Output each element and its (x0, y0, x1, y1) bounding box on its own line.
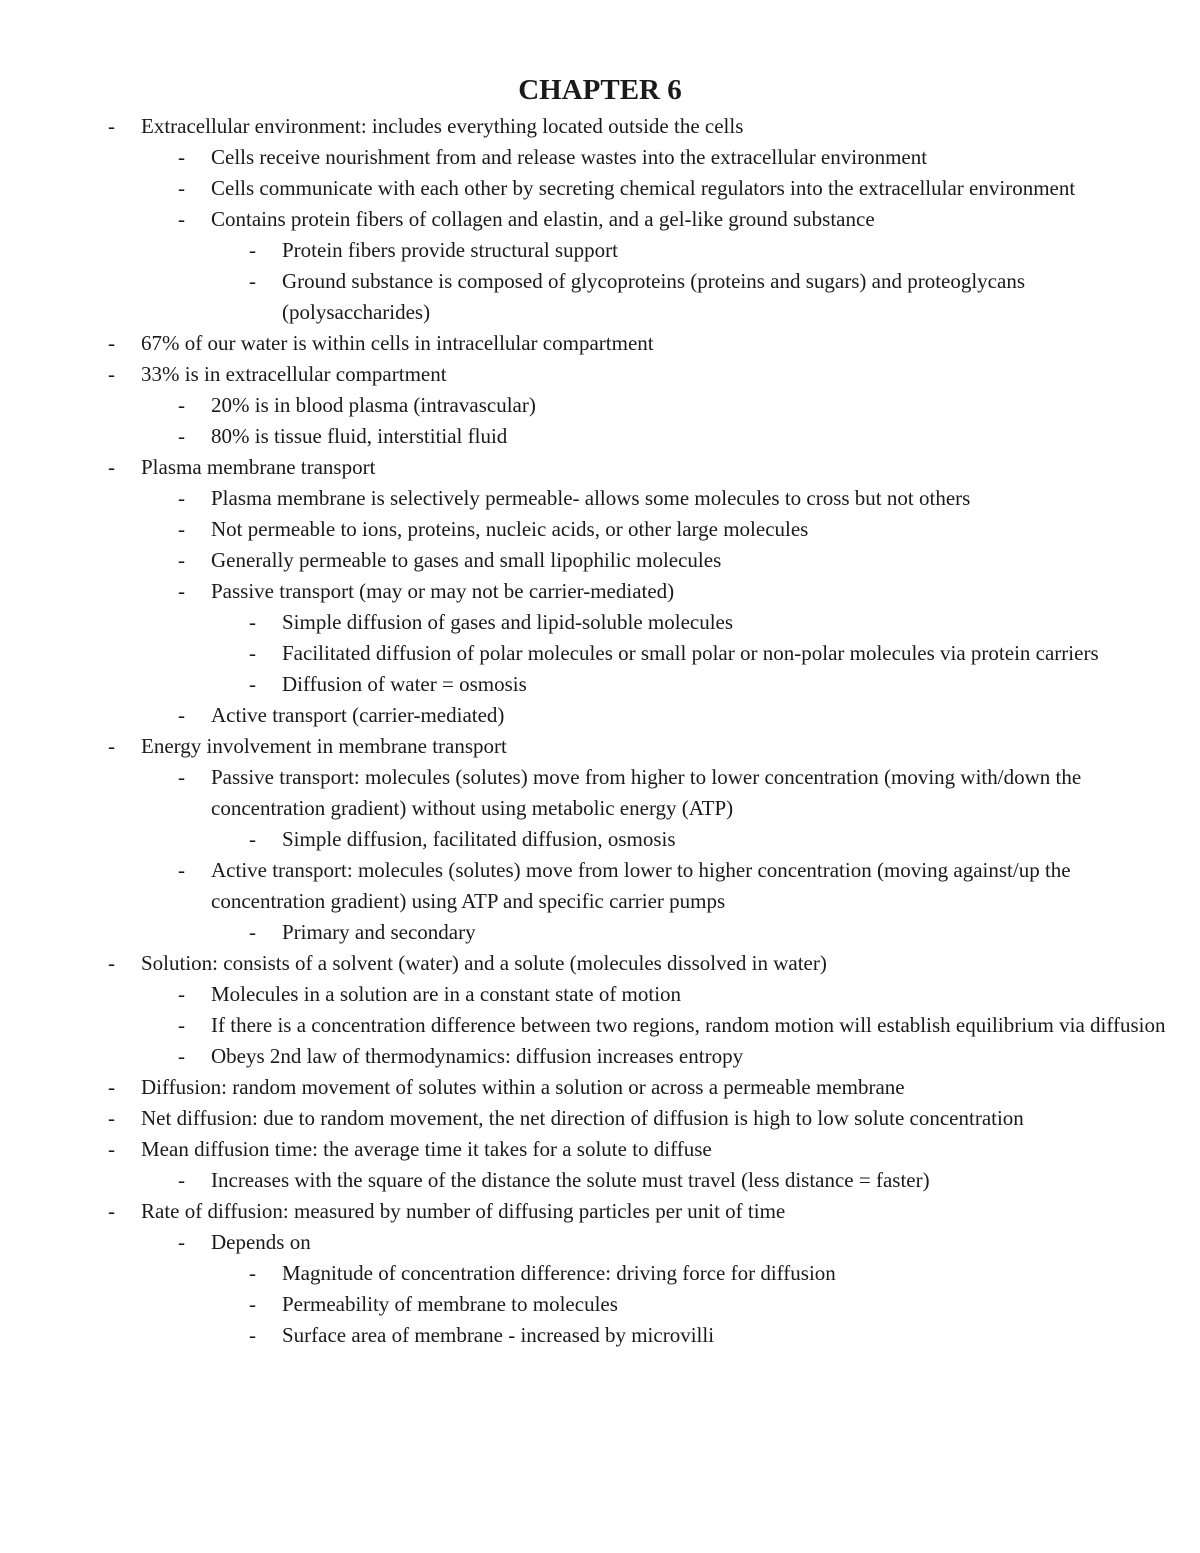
list-item-level-1 (0, 1134, 1200, 1165)
bullet-dash: - (178, 858, 185, 882)
bullet-dash: - (178, 517, 185, 541)
list-item-text: Simple diffusion of gases and lipid-soluble molecules (282, 610, 734, 634)
list-item-text: Active transport (carrier-mediated) (211, 703, 505, 727)
bullet-dash: - (178, 765, 185, 789)
bullet-dash: - (249, 1261, 256, 1285)
list-item-level-1 (0, 328, 1200, 359)
bullet-dash: - (108, 1106, 115, 1130)
list-item-level-3 (0, 235, 1200, 266)
bullet-dash: - (249, 827, 256, 851)
list-item-level-3 (0, 824, 1200, 855)
list-item-level-1 (0, 1196, 1200, 1227)
list-item-text: Plasma membrane is selectively permeable- allows some molecules to cross but not others (211, 486, 971, 510)
list-item-text: Permeability of membrane to molecules (282, 1292, 618, 1316)
list-item-text: Mean diffusion time: the average time it takes for a solute to diffuse (141, 1137, 712, 1161)
bullet-dash: - (249, 238, 256, 262)
bullet-dash: - (108, 455, 115, 479)
list-item-text: Obeys 2nd law of thermodynamics: diffusion increases entropy (211, 1044, 744, 1068)
list-item-text: If there is a concentration difference between two regions, random motion will establish equilibrium via diffusion (211, 1013, 1166, 1037)
list-item-level-2 (0, 545, 1200, 576)
bullet-dash: - (178, 486, 185, 510)
bullet-dash: - (178, 1230, 185, 1254)
bullet-dash: - (108, 1199, 115, 1223)
list-item-text: Surface area of membrane - increased by microvilli (282, 1323, 715, 1347)
list-item-text: Passive transport: molecules (solutes) move from higher to lower concentration (moving with/down the concentration gradient) without using metabolic energy (ATP) (211, 765, 1082, 820)
bullet-dash: - (249, 672, 256, 696)
list-item-text: 67% of our water is within cells in intracellular compartment (141, 331, 654, 355)
bullet-dash: - (178, 579, 185, 603)
list-item-text: 80% is tissue fluid, interstitial fluid (211, 424, 508, 448)
list-item-level-2 (0, 700, 1200, 731)
list-item-level-2 (0, 855, 1200, 917)
list-item-text: Increases with the square of the distance the solute must travel (less distance = faster) (211, 1168, 930, 1192)
list-item-level-2 (0, 390, 1200, 421)
list-item-text: Cells communicate with each other by secreting chemical regulators into the extracellular environment (211, 176, 1076, 200)
list-item-level-2 (0, 421, 1200, 452)
bullet-dash: - (249, 269, 256, 293)
bullet-dash: - (249, 641, 256, 665)
list-item-level-1 (0, 1103, 1200, 1134)
list-item-level-2 (0, 514, 1200, 545)
list-item-text: Energy involvement in membrane transport (141, 734, 507, 758)
list-item-level-2 (0, 576, 1200, 607)
list-item-text: Ground substance is composed of glycoproteins (proteins and sugars) and proteoglycans (polysaccharides) (282, 269, 1025, 324)
list-item-level-2 (0, 142, 1200, 173)
list-item-text: Plasma membrane transport (141, 455, 376, 479)
list-item-level-1 (0, 111, 1200, 142)
list-item-text: Molecules in a solution are in a constant state of motion (211, 982, 682, 1006)
list-item-level-3 (0, 638, 1200, 669)
list-item-level-2 (0, 173, 1200, 204)
bullet-dash: - (178, 982, 185, 1006)
bullet-dash: - (249, 1323, 256, 1347)
list-item-text: Passive transport (may or may not be carrier-mediated) (211, 579, 675, 603)
list-item-level-1 (0, 452, 1200, 483)
list-item-text: Cells receive nourishment from and release wastes into the extracellular environment (211, 145, 928, 169)
bullet-dash: - (108, 114, 115, 138)
list-item-level-2 (0, 1041, 1200, 1072)
list-item-level-3 (0, 917, 1200, 948)
list-item-text: Extracellular environment: includes everything located outside the cells (141, 114, 744, 138)
list-item-level-3 (0, 1320, 1200, 1351)
bullet-dash: - (249, 610, 256, 634)
bullet-dash: - (178, 424, 185, 448)
list-item-level-2 (0, 1227, 1200, 1258)
list-item-text: Facilitated diffusion of polar molecules or small polar or non-polar molecules via protein carriers (282, 641, 1099, 665)
bullet-dash: - (178, 548, 185, 572)
bullet-dash: - (178, 1013, 185, 1037)
list-item-text: Protein fibers provide structural support (282, 238, 618, 262)
list-item-text: Active transport: molecules (solutes) move from lower to higher concentration (moving against/up the concentration gradient) using ATP and specific carrier pumps (211, 858, 1071, 913)
bullet-dash: - (108, 1075, 115, 1099)
bullet-dash: - (108, 331, 115, 355)
page-title: CHAPTER 6 (518, 74, 682, 106)
list-item-level-2 (0, 762, 1200, 824)
list-item-level-3 (0, 669, 1200, 700)
notes-list (0, 111, 1200, 1351)
list-item-level-3 (0, 266, 1200, 328)
list-item-text: 33% is in extracellular compartment (141, 362, 447, 386)
list-item-text: Rate of diffusion: measured by number of diffusing particles per unit of time (141, 1199, 786, 1223)
list-item-text: Generally permeable to gases and small lipophilic molecules (211, 548, 722, 572)
list-item-text: 20% is in blood plasma (intravascular) (211, 393, 536, 417)
bullet-dash: - (178, 207, 185, 231)
list-item-text: Diffusion: random movement of solutes within a solution or across a permeable membrane (141, 1075, 905, 1099)
list-item-level-2 (0, 1010, 1200, 1041)
list-item-text: Solution: consists of a solvent (water) and a solute (molecules dissolved in water) (141, 951, 827, 975)
bullet-dash: - (108, 1137, 115, 1161)
list-item-level-1 (0, 948, 1200, 979)
bullet-dash: - (178, 145, 185, 169)
list-item-text: Simple diffusion, facilitated diffusion, osmosis (282, 827, 676, 851)
bullet-dash: - (178, 1168, 185, 1192)
list-item-text: Contains protein fibers of collagen and elastin, and a gel-like ground substance (211, 207, 875, 231)
list-item-level-2 (0, 979, 1200, 1010)
list-item-level-3 (0, 1258, 1200, 1289)
list-item-level-3 (0, 1289, 1200, 1320)
list-item-level-1 (0, 359, 1200, 390)
list-item-text: Diffusion of water = osmosis (282, 672, 527, 696)
bullet-dash: - (178, 703, 185, 727)
list-item-text: Primary and secondary (282, 920, 476, 944)
list-item-text: Net diffusion: due to random movement, the net direction of diffusion is high to low solute concentration (141, 1106, 1024, 1130)
bullet-dash: - (249, 920, 256, 944)
bullet-dash: - (108, 362, 115, 386)
bullet-dash: - (108, 734, 115, 758)
bullet-dash: - (108, 951, 115, 975)
list-item-level-3 (0, 607, 1200, 638)
list-item-level-2 (0, 483, 1200, 514)
list-item-level-2 (0, 204, 1200, 235)
list-item-text: Not permeable to ions, proteins, nucleic acids, or other large molecules (211, 517, 809, 541)
list-item-level-2 (0, 1165, 1200, 1196)
bullet-dash: - (178, 176, 185, 200)
bullet-dash: - (178, 1044, 185, 1068)
list-item-level-1 (0, 1072, 1200, 1103)
bullet-dash: - (178, 393, 185, 417)
bullet-dash: - (249, 1292, 256, 1316)
list-item-text: Magnitude of concentration difference: driving force for diffusion (282, 1261, 836, 1285)
list-item-level-1 (0, 731, 1200, 762)
list-item-text: Depends on (211, 1230, 311, 1254)
